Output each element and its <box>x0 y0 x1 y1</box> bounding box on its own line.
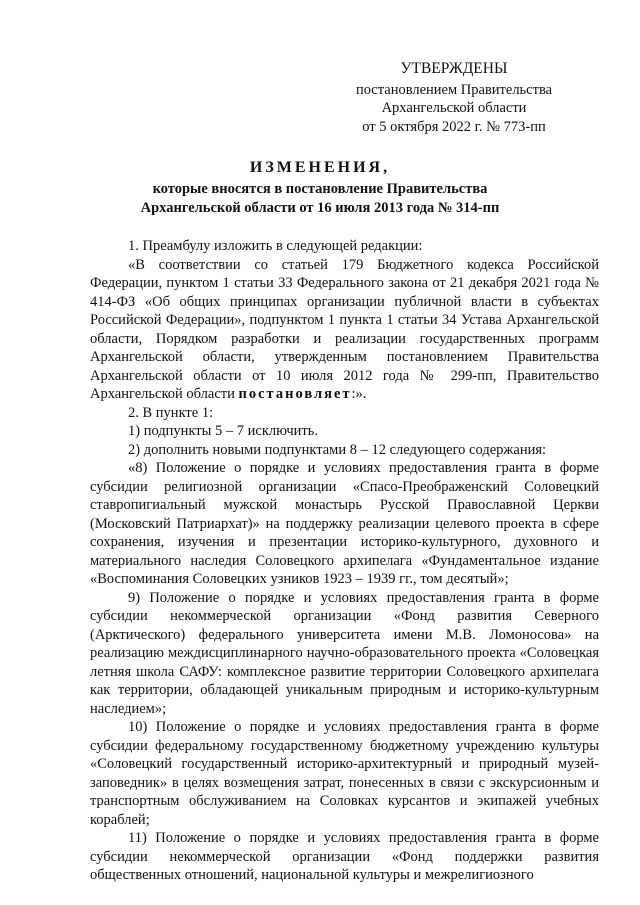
paragraph-2-text: «В соответствии со статьей 179 Бюджетного кодекса Российской Федерации, пунктом 1 статьи 33 Федерального закона от 21 декабря 2021 года № 414-ФЗ «Об общих принципах организации публичной власти в субъектах Российской Федерации», подпунктом 1 пункта 1 статьи 34 Устава Архангельской области, Порядком разработки и реализации государственных программ Архангельской области, утвержденным постановлением Правительства Архангельской области от 10 июля 2012 года № 299-пп, Правительство Архангельской области <box>90 256 599 402</box>
paragraph-9: 11) Положение о порядке и условиях предоставления гранта в форме субсидии некоммерческой организации «Фонд поддержки развития общественных отношений, национальной культуры и межрелигиозного <box>90 830 599 883</box>
title-main: ИЗМЕНЕНИЯ, <box>249 159 391 176</box>
approval-stamp <box>324 60 584 136</box>
paragraph-8: 10) Положение о порядке и условиях предоставления гранта в форме субсидии федеральному государственному бюджетному учреждению культуры «Соловецкий государственный историко-архитектурный и природный музей-заповедник» в целях возмещения затрат, понесенных в связи с экскурсионным и транспортным обслуживанием на Соловках курсантов и экипажей учебных кораблей; <box>90 719 599 828</box>
paragraph-2 <box>90 256 599 404</box>
approval-line-2: Архангельской области <box>381 100 527 116</box>
paragraph-6: «8) Положение о порядке и условиях предоставления гранта в форме субсидии религиозной организации «Спасо-Преображенский Соловецкий ставропигиальный мужской монастырь Русской Православной Церкви (Московский Патриархат)» на поддержку реализации целевого проекта в сфере сохранения, изучения и презентации историко-культурного, духовного и материального наследия Соловецкого архипелага «Фундаментальное издание «Воспоминания Соловецких узников 1923 – 1939 гг., том десятый»; <box>90 460 599 587</box>
paragraph-3: 2. В пункте 1: <box>128 404 214 421</box>
paragraph-2-spaced-word: постановляет <box>238 386 352 402</box>
paragraph-7: 9) Положение о порядке и условиях предоставления гранта в форме субсидии некоммерческой организации «Фонд развития Северного (Арктического) федерального университета имени М.В. Ломоносова» на реализацию междисциплинарного научно-образовательного проекта «Соловецкая летняя школа САФУ: комплексное развитие территории Соловецкого архипелага как территории, обладающей уникальным природным и историко-культурным наследием»; <box>90 589 599 717</box>
title-subtitle-2: Архангельской области от 16 июля 2013 года № 314-пп <box>140 199 500 216</box>
title-subtitle-1: которые вносятся в постановление Правительства <box>152 181 488 197</box>
paragraph-1: 1. Преамбулу изложить в следующей редакции: <box>128 238 423 254</box>
approval-line-1: постановлением Правительства <box>355 81 553 98</box>
paragraph-2-end: :». <box>351 386 367 402</box>
paragraph-4: 1) подпункты 5 – 7 исключить. <box>128 423 319 439</box>
approval-heading: УТВЕРЖДЕНЫ <box>400 60 508 77</box>
document-title <box>0 158 640 217</box>
paragraph-5: 2) дополнить новыми подпунктами 8 – 12 следующего содержания: <box>128 441 547 458</box>
approval-line-3: от 5 октября 2022 г. № 773-пп <box>362 118 546 135</box>
document-body <box>90 237 599 885</box>
